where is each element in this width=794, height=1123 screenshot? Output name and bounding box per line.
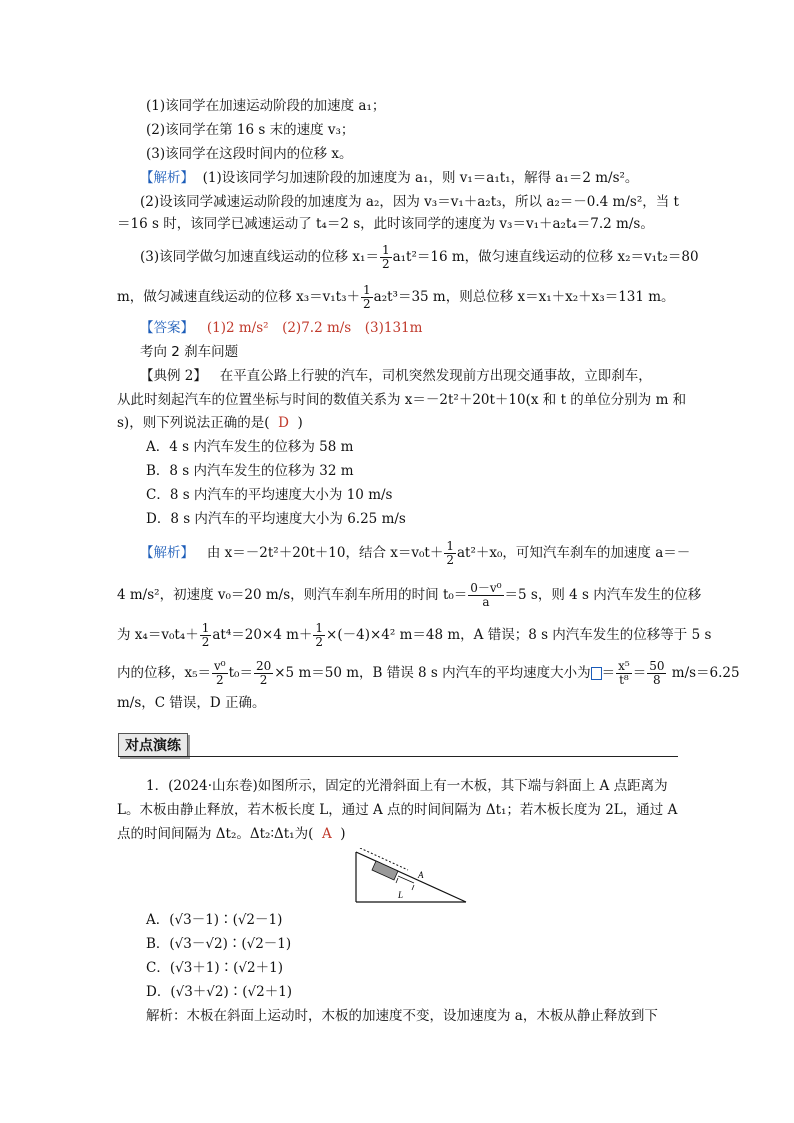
answer-label: 【答案】 <box>140 320 194 336</box>
analysis-part-1-text: (1)设该同学匀加速阶段的加速度为 a₁，则 v₁＝a₁t₁，解得 a₁＝2 m/s²。 <box>202 170 639 186</box>
length-l-label: L <box>398 890 404 900</box>
fraction-x: $\frac{\text{x⁵}}{\text{t⁸}}$ <box>618 659 630 687</box>
fraction-time: $\frac{\text{0－v⁰}}{a}$ <box>470 581 502 609</box>
example-2-line-1 <box>140 366 652 386</box>
answer-text: (1)2 m/s² (2)7.2 m/s (3)131m <box>206 320 423 336</box>
fraction-half: $\frac{1}{2}$ <box>315 621 324 649</box>
incline-figure <box>352 848 470 906</box>
b-line4-mid3: ＝ <box>601 665 616 681</box>
example-2-line-3-pre: s)，则下列说法正确的是( <box>117 415 270 431</box>
question-part-3: (3)该同学在这段时间内的位移 x。 <box>146 146 353 162</box>
placeholder-box-icon <box>591 667 602 680</box>
problem-1-option-d: D．(√3＋√2)∶(√2＋1) <box>146 984 293 1000</box>
b-line2-pre: 4 m/s²，初速度 v₀＝20 m/s，则汽车刹车所用的时间 t₀＝ <box>117 587 468 603</box>
problem-1-line-1: 1．(2024·山东卷)如图所示，固定的光滑斜面上有一木板，其下端与斜面上 A 点距离为 <box>146 778 668 794</box>
a3-line2-post: a₂t³＝35 m，则总位移 x＝x₁＋x₂＋x₃＝131 m。 <box>373 289 675 305</box>
example-2-analysis-line-1 <box>140 540 690 567</box>
example-2-analysis-line-2 <box>117 582 701 609</box>
a3-line2-pre: m，做匀减速直线运动的位移 x₃＝v₁t₃＋ <box>117 289 360 305</box>
question-part-1: (1)该同学在加速运动阶段的加速度 a₁； <box>146 98 386 114</box>
fraction-50: $\frac{50}{8}$ <box>649 659 665 687</box>
analysis-part-3-line-2 <box>117 284 675 311</box>
a3-line1-post: a₁t²＝16 m，做匀速直线运动的位移 x₂＝v₁t₂＝80 <box>392 249 699 265</box>
b-line1-post: at²＋x₀，可知汽车刹车的加速度 a＝－ <box>457 545 691 561</box>
analysis-label: 【解析】 <box>140 170 194 186</box>
b-line4-eq: ＝ <box>632 665 647 681</box>
b-line3-pre: 为 x₄＝v₀t₄＋ <box>117 627 199 643</box>
a3-line1-pre: (3)该同学做匀加速直线运动的位移 x₁＝ <box>140 249 379 265</box>
analysis-part-3-line-1 <box>140 244 699 271</box>
b-line2-post: ＝5 s，则 4 s 内汽车发生的位移 <box>504 587 702 603</box>
problem-1-option-c: C．(√3＋1)∶(√2＋1) <box>146 960 283 976</box>
analysis-part-2-line-1: (2)设该同学减速运动阶段的加速度为 a₂，因为 v₃＝v₁＋a₂t₃，所以 a₂＝－0.4 m/s²，当 t <box>140 194 679 210</box>
fraction-half: $\frac{1}{2}$ <box>363 283 371 311</box>
option-b: B．8 s 内汽车发生的位移为 32 m <box>146 463 354 479</box>
fraction-half: $\frac{1}{2}$ <box>201 621 210 649</box>
point-a-label: A <box>418 870 424 880</box>
b-line4-mid2: ×5 m＝50 m，B 错误 8 s 内汽车的平均速度大小为 <box>274 665 591 681</box>
topic-heading: 考向 2 刹车问题 <box>140 344 239 360</box>
problem-1-line-3-post: ) <box>340 826 346 842</box>
fraction-v0: $\frac{\text{v⁰}}{2}$ <box>214 659 226 687</box>
example-2-answer: D <box>278 415 289 431</box>
answer-line <box>140 318 422 338</box>
incline-surface <box>356 852 466 902</box>
b-line4-pre: 内的位移，x₅＝ <box>117 665 212 681</box>
fraction-half: $\frac{1}{2}$ <box>446 539 454 567</box>
example-2-line-3 <box>117 413 303 433</box>
example-2-line-3-post: ) <box>297 415 303 431</box>
question-part-2: (2)该同学在第 16 s 末的速度 v₃； <box>146 122 355 138</box>
option-c: C．8 s 内汽车的平均速度大小为 10 m/s <box>146 487 393 503</box>
example-2-analysis-line-4 <box>117 660 740 687</box>
example-2-analysis-line-5: m/s，C 错误，D 正确。 <box>117 695 266 711</box>
b-line3-post: ×(－4)×4² m＝48 m，A 错误；8 s 内汽车发生的位移等于 5 s <box>326 627 712 643</box>
problem-1-line-3 <box>117 824 346 844</box>
example-2-text: 在平直公路上行驶的汽车，司机突然发现前方出现交通事故，立即刹车， <box>219 368 652 384</box>
analysis-part-1 <box>140 168 638 188</box>
example-2-line-2: 从此时刻起汽车的位置坐标与时间的数值关系为 x＝－2t²＋20t＋10(x 和 t 的单位分别为 m 和 <box>117 392 687 408</box>
option-a: A．4 s 内汽车发生的位移为 58 m <box>146 439 354 455</box>
b-line3-mid: at⁴＝20×4 m＋ <box>212 627 313 643</box>
problem-1-option-a: A．(√3－1)∶(√2－1) <box>146 912 283 928</box>
example-2-analysis-line-3 <box>117 622 711 649</box>
problem-1-line-3-pre: 点的时间间隔为 Δt₂。Δt₂∶Δt₁为( <box>117 826 314 842</box>
analysis-part-2-line-2: ＝16 s 时，该同学已减速运动了 t₄＝2 s，此时该同学的速度为 v₃＝v₁＋a₂t₄＝7.2 m/s。 <box>117 216 654 232</box>
problem-1-option-b: B．(√3－√2)∶(√2－1) <box>146 936 292 952</box>
b-line1-pre: 由 x＝－2t²＋20t＋10，结合 x＝v₀t＋ <box>206 545 444 561</box>
problem-1-answer: A <box>321 826 332 842</box>
option-d: D．8 s 内汽车的平均速度大小为 6.25 m/s <box>146 511 406 527</box>
b-line4-post: m/s＝6.25 <box>667 665 740 681</box>
section-title: 对点演练 <box>118 733 188 757</box>
section-divider <box>118 756 678 757</box>
problem-1-solution: 解析：木板在斜面上运动时，木板的加速度不变，设加速度为 a，木板从静止释放到下 <box>146 1008 658 1024</box>
analysis-label: 【解析】 <box>140 545 194 561</box>
example-label: 【典例 2】 <box>140 368 207 384</box>
fraction-half: $\frac{1}{2}$ <box>381 243 390 271</box>
b-line4-mid: t₀＝ <box>228 665 253 681</box>
problem-1-line-2: L。木板由静止释放，若木板长度 L，通过 A 点的时间间隔为 Δt₁；若木板长度为 2L，通过 A <box>117 802 678 818</box>
fraction-20: $\frac{20}{2}$ <box>255 659 272 687</box>
